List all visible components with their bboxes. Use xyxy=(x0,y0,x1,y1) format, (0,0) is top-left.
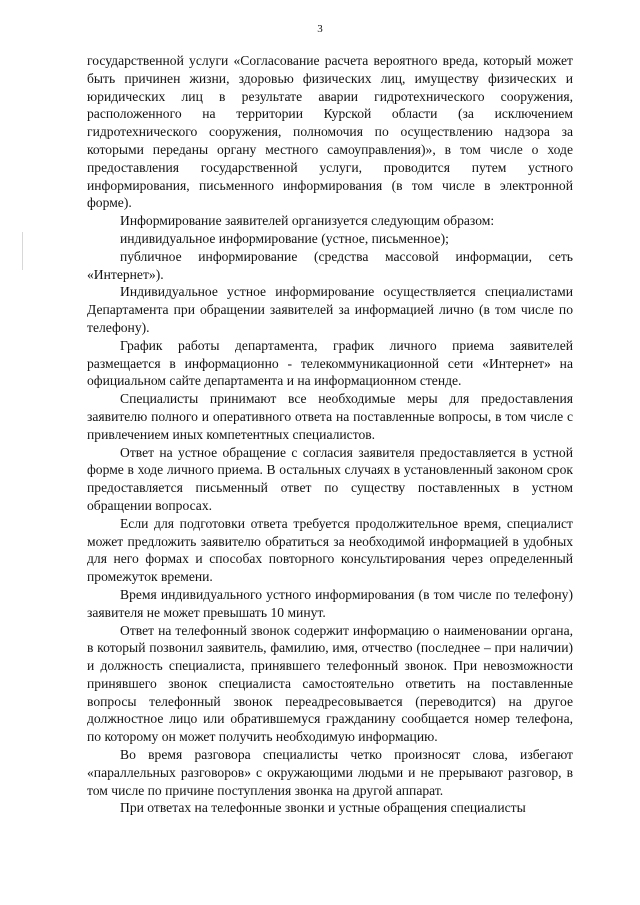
document-body xyxy=(87,52,573,817)
paragraph-specialists-measures: Специалисты принимают все необходимые меры для предоставления заявителю полного и оперативного ответа на поставленные вопросы, в том числе с привлечением иных компетентных специалистов. xyxy=(87,391,573,442)
paragraph-time-limit: Время индивидуального устного информирования (в том числе по телефону) заявителя не может превышать 10 минут. xyxy=(87,586,573,620)
margin-mark xyxy=(22,232,23,270)
paragraph-oral-answer: Ответ на устное обращение с согласия заявителя предоставляется в устной форме в ходе личного приема. В остальных случаях в установленный законом срок предоставляется письменный ответ по существу поставленных в устном обращении вопросах. xyxy=(87,444,573,513)
paragraph-individual-informing: индивидуальное информирование (устное, письменное); xyxy=(120,230,449,246)
paragraph-conversation-rules: Во время разговора специалисты четко произносят слова, избегают «параллельных разговоров» с окружающими людьми и не прерывают разговор, в том числе по причине поступления звонка на другой аппарат. xyxy=(87,747,573,798)
paragraph-public-informing: публичное информирование (средства массовой информации, сеть «Интернет»). xyxy=(87,248,573,282)
paragraph-phone-answer: Ответ на телефонный звонок содержит информацию о наименовании органа, в который позвонил заявитель, фамилию, имя, отчество (последнее – при наличии) и должность специалиста, принявшего телефонный звонок. При невозможности принявшего звонок специалиста самостоятельно ответить на поставленные вопросы телефонный звонок переадресовывается (переводится) на другое должностное лицо или обратившемуся гражданину сообщается номер телефона, по которому он может получить необходимую информацию. xyxy=(87,622,573,745)
paragraph-long-preparation: Если для подготовки ответа требуется продолжительное время, специалист может предложить заявителю обратиться за необходимой информацией в удобных для него формах и способах повторного консультирования через определенный промежуток времени. xyxy=(87,515,573,585)
paragraph-individual-oral: Индивидуальное устное информирование осуществляется специалистами Департамента при обращении заявителей за информацией лично (в том числе по телефону). xyxy=(87,284,573,335)
page-number: 3 xyxy=(317,23,323,35)
paragraph-schedule: График работы департамента, график личного приема заявителей размещается в информационно - телекоммуникационной сети «Интернет» на официальном сайте департамента и на информационном стенде. xyxy=(87,337,573,389)
paragraph-service-info: государственной услуги «Согласование расчета вероятного вреда, который может быть причинен жизни, здоровью физических лиц, имуществу физических и юридических лиц в результате аварии гидротехнического сооружения, расположенного на территории Курской области (за исключением гидротехнического сооружения, полномочия по осуществлению надзора за которыми переданы органу местного самоуправления)», в том числе о ходе предоставления государственной услуги, проводится путем устного информирования, письменного информирования (в том числе в электронной форме). xyxy=(87,53,573,211)
paragraph-informing-organized: Информирование заявителей организуется следующим образом: xyxy=(120,213,495,229)
paragraph-phone-calls: При ответах на телефонные звонки и устные обращения специалисты xyxy=(120,800,526,816)
